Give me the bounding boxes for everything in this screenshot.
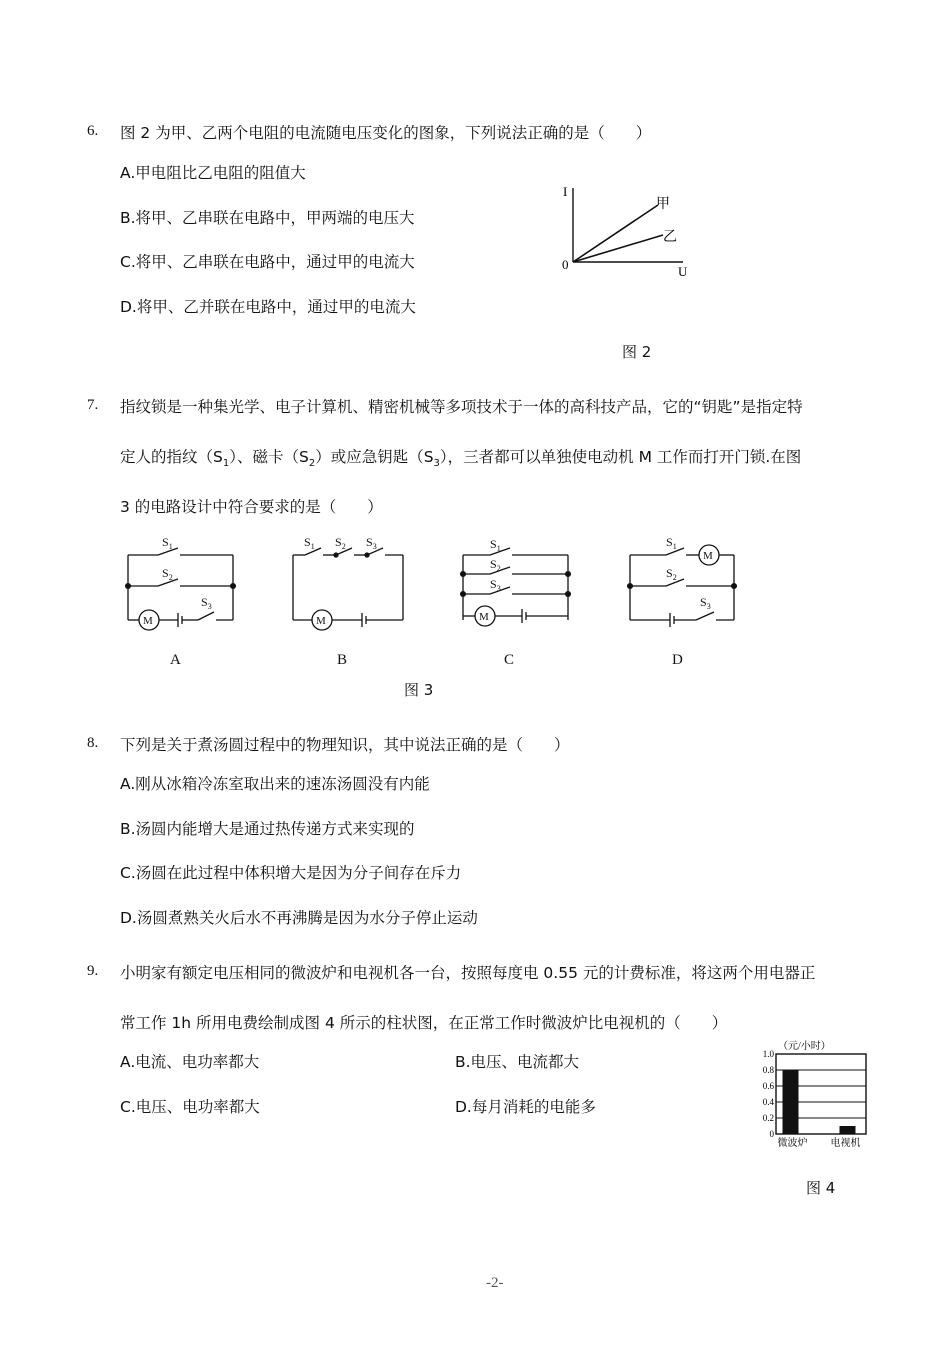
q7-stem-line3: 3 的电路设计中符合要求的是（ ） — [120, 498, 383, 516]
q9-option-a: A.电流、电功率都大 — [120, 1053, 260, 1071]
figure-4-caption: 图 4 — [806, 1179, 836, 1197]
figure-3-circuits — [118, 530, 758, 640]
q8-option-a: A.刚从冰箱冷冻室取出来的速冻汤圆没有内能 — [120, 775, 430, 793]
q6-option-a: A.甲电阻比乙电阻的阻值大 — [120, 164, 306, 182]
q9-option-d: D.每月消耗的电能多 — [455, 1098, 596, 1116]
figure-3-caption: 图 3 — [404, 681, 434, 699]
category-label: 微波炉 — [777, 1138, 808, 1149]
jia-label: 甲 — [656, 197, 670, 212]
chart-title: （元/小时） — [778, 1041, 831, 1052]
line-yi — [573, 235, 663, 262]
circuit-label-d: D — [672, 652, 683, 668]
y-tick-label: 0.6 — [762, 1081, 774, 1091]
figure-2-caption: 图 2 — [622, 343, 652, 361]
y-tick-label: 0.2 — [762, 1113, 774, 1123]
svg-text:M: M — [479, 611, 489, 623]
svg-text:S1: $S_1$ — [304, 535, 315, 551]
yi-label: 乙 — [663, 230, 677, 245]
svg-text:S1: $S_1$ — [490, 537, 501, 553]
q9-number: 9. — [87, 963, 99, 979]
q8-option-d: D.汤圆煮熟关火后水不再沸腾是因为水分子停止运动 — [120, 909, 478, 927]
bar-0 — [783, 1070, 799, 1134]
q8-option-c: C.汤圆在此过程中体积增大是因为分子间存在斥力 — [120, 864, 462, 882]
q6-number: 6. — [87, 123, 99, 139]
svg-text:S3: $S_3$ — [700, 595, 711, 611]
svg-text:S3: $S_3$ — [490, 577, 501, 593]
svg-text:M: M — [316, 615, 326, 627]
page-number: -2- — [486, 1275, 504, 1291]
bar-1 — [840, 1126, 856, 1134]
q6-stem: 图 2 为甲、乙两个电阻的电流随电压变化的图象，下列说法正确的是（ ） — [120, 124, 652, 142]
svg-text:M: M — [703, 550, 713, 562]
line-jia — [573, 205, 658, 262]
circuit-label-a: A — [170, 652, 181, 668]
q6-option-c: C.将甲、乙串联在电路中，通过甲的电流大 — [120, 253, 415, 271]
category-label: 电视机 — [830, 1138, 861, 1149]
q8-number: 8. — [87, 735, 99, 751]
q9-stem-line2: 常工作 1h 所用电费绘制成图 4 所示的柱状图，在正常工作时微波炉比电视机的（ ） — [120, 1014, 728, 1032]
axis-u-label: U — [678, 264, 688, 279]
svg-text:S2: $S_2$ — [666, 566, 677, 582]
q7-stem-line2: 定人的指纹$(S_1)$、磁卡$(S_2)$或应急钥匙$(S_3)$，三者都可以单独使电动机 M 工作而打开门锁.在图 — [120, 448, 802, 470]
y-tick-label: 0 — [769, 1129, 774, 1139]
svg-text:S1: $S_1$ — [666, 535, 677, 551]
q9-option-b: B.电压、电流都大 — [455, 1053, 580, 1071]
circuit-c — [461, 548, 571, 626]
figure-2-iu-graph — [555, 180, 705, 280]
y-tick-label: 0.4 — [762, 1097, 774, 1107]
svg-text:S3: $S_3$ — [366, 535, 377, 551]
q7-stem-line1: 指纹锁是一种集光学、电子计算机、精密机械等多项技术于一体的高科技产品，它的“钥匙”是指定特 — [120, 398, 803, 416]
figure-4-bar-chart — [748, 1036, 878, 1154]
q8-option-b: B.汤圆内能增大是通过热传递方式来实现的 — [120, 820, 415, 838]
q7-number: 7. — [87, 397, 99, 413]
svg-text:S2: $S_2$ — [490, 557, 501, 573]
q6-option-b: B.将甲、乙串联在电路中，甲两端的电压大 — [120, 209, 415, 227]
circuit-label-b: B — [337, 652, 348, 668]
svg-text:S1: $S_1$ — [162, 535, 173, 551]
circuit-d — [628, 545, 737, 627]
q8-stem: 下列是关于煮汤圆过程中的物理知识，其中说法正确的是（ ） — [120, 736, 570, 754]
svg-text:S2: $S_2$ — [162, 566, 173, 582]
svg-text:S3: $S_3$ — [201, 595, 212, 611]
q6-option-d: D.将甲、乙并联在电路中，通过甲的电流大 — [120, 298, 416, 316]
axis-i-label: I — [563, 184, 568, 199]
circuit-label-c: C — [504, 652, 515, 668]
svg-text:S2: $S_2$ — [335, 535, 346, 551]
q9-stem-line1: 小明家有额定电压相同的微波炉和电视机各一台，按照每度电 0.55 元的计费标准，将这两个用电器正 — [120, 964, 816, 982]
circuit-b — [293, 548, 403, 630]
svg-text:M: M — [143, 615, 153, 627]
y-tick-label: 1.0 — [762, 1049, 774, 1059]
y-tick-label: 0.8 — [762, 1065, 774, 1075]
q9-option-c: C.电压、电功率都大 — [120, 1098, 260, 1116]
origin-label: 0 — [562, 257, 569, 272]
